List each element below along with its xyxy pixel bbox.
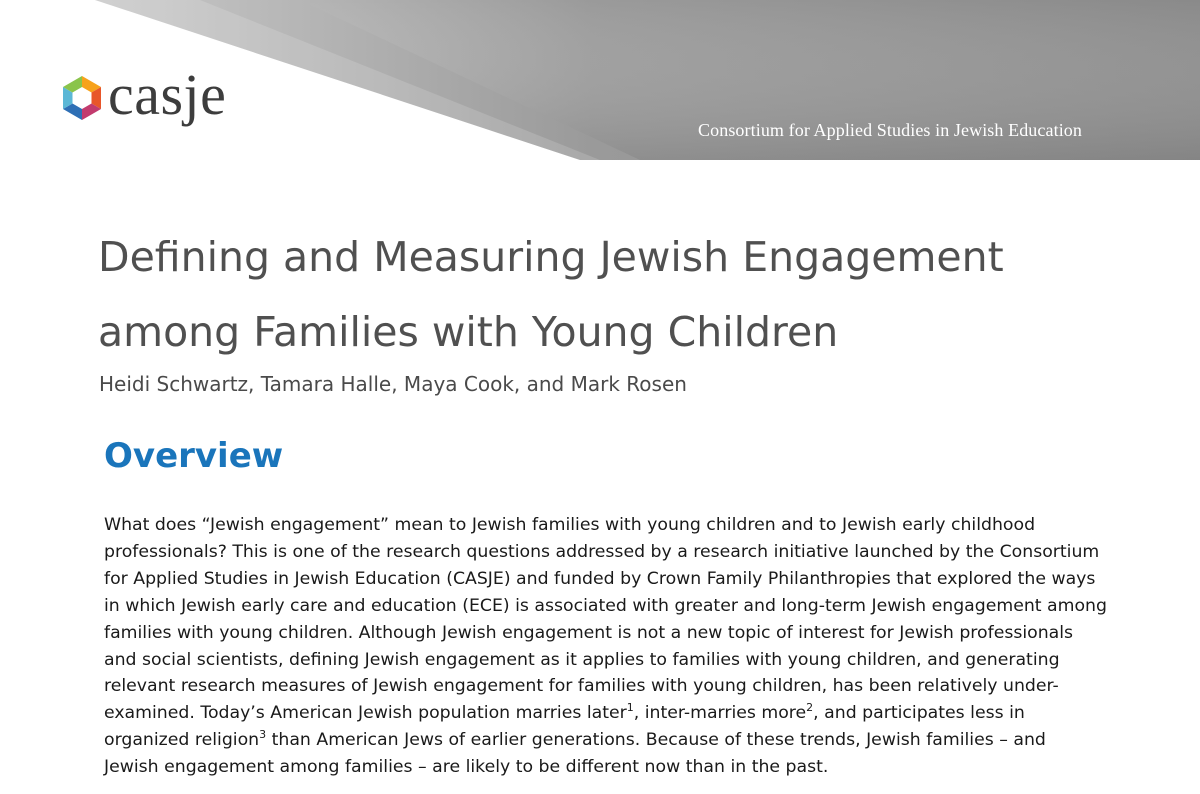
paragraph-line: [104, 700, 1144, 727]
paragraph-line: for Applied Studies in Jewish Education (CASJE) and funded by Crown Family Philanthropies that explored the ways: [104, 568, 1096, 589]
document-title: [98, 220, 1098, 369]
authors: Heidi Schwartz, Tamara Halle, Maya Cook, and Mark Rosen: [99, 372, 687, 396]
footnote-ref-3[interactable]: 3: [259, 728, 267, 742]
title-line: among Families with Young Children: [98, 307, 839, 356]
footnote-ref-2[interactable]: 2: [806, 701, 814, 715]
title-line: Defining and Measuring Jewish Engagement: [98, 233, 1004, 281]
text-run: examined. Today’s American Jewish population marries later: [104, 703, 627, 724]
paragraph-line: professionals? This is one of the research questions addressed by a research initiative launched by the Consortium: [104, 541, 1100, 562]
overview-heading: Overview: [104, 436, 284, 476]
overview-paragraph: [104, 512, 1144, 781]
paragraph-line: relevant research measures of Jewish engagement for families with young children, has been relatively under-: [104, 676, 1059, 697]
text-run: than American Jews of earlier generations. Because of these trends, Jewish families – and: [266, 730, 1046, 751]
paragraph-line: What does “Jewish engagement” mean to Jewish families with young children and to Jewish early childhood: [104, 515, 1036, 535]
paragraph-line: Jewish engagement among families – are likely to be different now than in the past.: [104, 757, 829, 778]
text-run: , inter-marries more: [633, 703, 807, 724]
paragraph-line: and social scientists, defining Jewish engagement as it applies to families with young children, and generating: [104, 649, 1060, 670]
header-tagline: Consortium for Applied Studies in Jewish Education: [698, 120, 1082, 140]
hexagon-logo-icon: [58, 74, 106, 122]
text-run: , and participates less in: [813, 703, 1025, 724]
footnote-ref-1[interactable]: 1: [626, 701, 634, 715]
paragraph-line: [104, 727, 1144, 754]
casje-logo: [58, 62, 258, 160]
paragraph-line: in which Jewish early care and education (ECE) is associated with greater and long-term Jewish engagement among: [104, 595, 1107, 616]
paragraph-line: families with young children. Although Jewish engagement is not a new topic of interest for Jewish professionals: [104, 622, 1074, 643]
text-run: organized religion: [104, 730, 260, 751]
logo-wordmark: casje: [108, 62, 227, 127]
